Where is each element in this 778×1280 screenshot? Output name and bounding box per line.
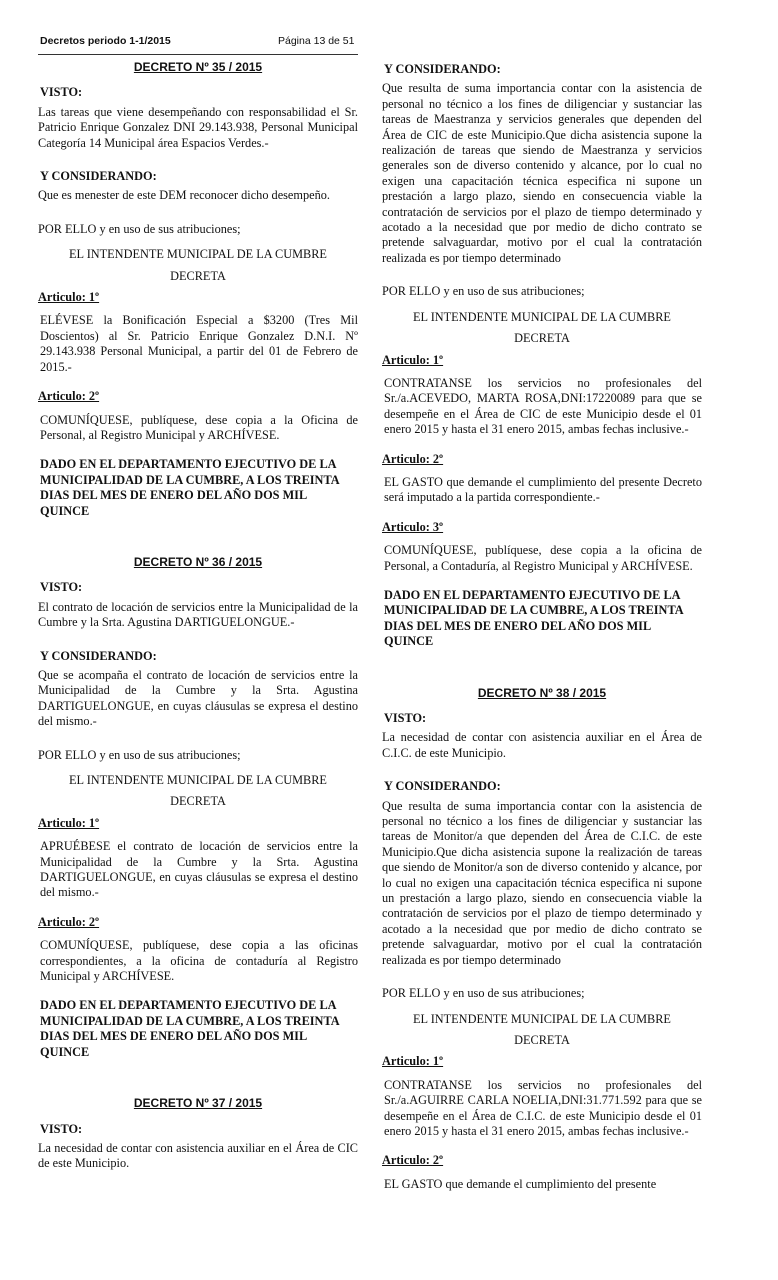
considerando-label: Y CONSIDERANDO: (40, 169, 157, 184)
page-number: Página 13 de 51 (278, 35, 355, 47)
article-2-label: Articulo: 2º (382, 451, 444, 466)
article-1-text: APRUÉBESE el contrato de locación de servicios entre la Municipalidad de la Cumbre y la Srta. Agustina DARTIGUELONGUE, en cuyas cláusulas se expresa el destino del mismo.- (40, 839, 358, 900)
por-ello-text: POR ELLO y en uso de sus atribuciones; (382, 284, 585, 299)
right-column (382, 62, 702, 1206)
decreta-heading: DECRETA (170, 268, 226, 283)
visto-label: VISTO: (40, 1121, 83, 1136)
por-ello-text: POR ELLO y en uso de sus atribuciones; (38, 221, 241, 236)
decreta-heading: DECRETA (514, 1032, 570, 1047)
considerando-text: Que es menester de este DEM reconocer dicho desempeño. (38, 188, 330, 203)
article-2-text: COMUNÍQUESE, publíquese, dese copia a la Oficina de Personal, al Registro Municipal y ARCHÍVESE. (40, 412, 358, 442)
decree-35-title: DECRETO Nº 35 / 2015 (133, 60, 263, 74)
considerando-label: Y CONSIDERANDO: (40, 648, 157, 663)
article-1-text: CONTRATANSE los servicios no profesionales del Sr./a.ACEVEDO, MARTA ROSA,DNI:17220089 para que se desempeñe en el Área de CIC de este Municipio desde el 01 enero 2015 y hasta el 31 enero 2015, ambas fechas inclusive.- (384, 375, 702, 437)
article-3-label: Articulo: 3º (382, 519, 444, 534)
decree-37-title: DECRETO Nº 37 / 2015 (133, 1096, 263, 1111)
visto-label: VISTO: (384, 711, 427, 725)
dado-closing: DADO EN EL DEPARTAMENTO EJECUTIVO DE LA MUNICIPALIDAD DE LA CUMBRE, A LOS TREINTA DIAS DEL MES DE ENERO DEL AÑO DOS MIL QUINCE (40, 998, 339, 1059)
visto-text: El contrato de locación de servicios entre la Municipalidad de la Cumbre y la Srta. Agustina DARTIGUELONGUE.- (38, 599, 358, 630)
visto-text: Las tareas que viene desempeñando con responsabilidad el Sr. Patricio Enrique Gonzalez DNI 29.143.938, Personal Municipal Categoría 14 Municipal área Espacios Verdes.- (38, 104, 358, 150)
article-2-text: COMUNÍQUESE, publíquese, dese copia a las oficinas correspondientes, a la oficina de contaduría al Registro Municipal y ARCHÍVESE. (40, 938, 358, 984)
visto-text: La necesidad de contar con asistencia auxiliar en el Área de C.I.C. de este Municipio. (382, 730, 702, 760)
decree-38-title: DECRETO Nº 38 / 2015 (477, 685, 607, 700)
article-3-text: COMUNÍQUESE, publíquese, dese copia a la oficina de Personal, a Contaduría, al Registro Municipal y ARCHÍVESE. (384, 543, 702, 573)
document-header-title: Decretos periodo 1-1/2015 (40, 35, 171, 47)
intendente-heading: EL INTENDENTE MUNICIPAL DE LA CUMBRE (69, 773, 327, 787)
considerando-label: Y CONSIDERANDO: (384, 779, 501, 794)
article-1-label: Articulo: 1º (38, 815, 100, 830)
considerando-text: Que se acompaña el contrato de locación de servicios entre la Municipalidad de la Cumbre y la Srta. Agustina DARTIGUELONGUE, en cuyas cláusulas se expresa el destino del mismo.- (38, 667, 358, 729)
intendente-heading: EL INTENDENTE MUNICIPAL DE LA CUMBRE (69, 247, 327, 262)
article-1-text: ELÉVESE la Bonificación Especial a $3200 (Tres Mil Doscientos) al Sr. Patricio Enrique Gonzalez D.N.I. Nº 29.143.938 Personal Municipal, a partir del 01 de Febrero de 2015.- (40, 313, 358, 374)
visto-text: La necesidad de contar con asistencia auxiliar en el Área de CIC de este Municipio. (38, 1140, 358, 1171)
por-ello-text: POR ELLO y en uso de sus atribuciones; (382, 986, 585, 1001)
header-divider (38, 54, 358, 55)
considerando-text: Que resulta de suma importancia contar con la asistencia de personal no técnico a los fines de diligenciar y sustanciar las tareas de Monitor/a que dependen del Área de C.I.C. de este Municipio.Que dicha asistencia supone la realización de tareas que siendo de Monitor/a son de diverso contenido y alcance, por lo cual no exigen una capacitación técnica especifica ni supone un prestación a largo plazo, siendo en consecuencia viable la contratación de servicios por el plazo de tiempo determinado y acotado a la necesidad que por medio de dicho contrato se pretende salvaguardar, motivo por el cual la contratación realizada es por tiempo determinado (382, 798, 702, 967)
article-1-label: Articulo: 1º (38, 290, 100, 305)
article-2-label: Articulo: 2º (38, 914, 100, 929)
considerando-text: Que resulta de suma importancia contar con la asistencia de personal no técnico a los fines de diligenciar y sustanciar las tareas de Maestranza y servicios generales que dependen del Área de CIC de este Municipio.Que dicha asistencia supone la realización de tareas que siendo de Maestranza y servicios generales son de diverso contenido y alcance, por lo cual no exigen una capacitación técnica especifica ni supone un prestación a largo plazo, siendo en consecuencia viable la contratación de servicios por el plazo de tiempo determinado y acotado a la necesidad que por medio de dicho contrato se pretende salvaguardar, motivo por el cual la contratación realizada es por tiempo determinado (382, 81, 702, 265)
intendente-heading: EL INTENDENTE MUNICIPAL DE LA CUMBRE (413, 309, 671, 324)
dado-closing: DADO EN EL DEPARTAMENTO EJECUTIVO DE LA MUNICIPALIDAD DE LA CUMBRE, A LOS TREINTA DIAS DEL MES DE ENERO DEL AÑO DOS MIL QUINCE (384, 587, 683, 649)
article-2-text: EL GASTO que demande el cumplimiento del presente (384, 1176, 657, 1191)
visto-label: VISTO: (40, 580, 83, 595)
left-column (38, 60, 358, 1190)
article-1-label: Articulo: 1º (382, 1054, 444, 1069)
decreta-heading: DECRETA (514, 331, 570, 346)
considerando-label: Y CONSIDERANDO: (384, 62, 501, 76)
article-2-text: EL GASTO que demande el cumplimiento del presente Decreto será imputado a la partida correspondiente.- (384, 474, 702, 505)
por-ello-text: POR ELLO y en uso de sus atribuciones; (38, 747, 241, 762)
visto-label: VISTO: (40, 85, 83, 100)
article-2-label: Articulo: 2º (38, 389, 100, 404)
article-1-text: CONTRATANSE los servicios no profesionales del Sr./a.AGUIRRE CARLA NOELIA,DNI:31.771.592 para que se desempeñe en el Área de C.I.C. de este Municipio desde el 01 enero 2015 y hasta el 31 enero 2015, ambas fechas inclusive.- (384, 1077, 702, 1138)
article-2-label: Articulo: 2º (382, 1153, 444, 1168)
intendente-heading: EL INTENDENTE MUNICIPAL DE LA CUMBRE (413, 1011, 671, 1026)
article-1-label: Articulo: 1º (382, 352, 444, 367)
decree-36-title: DECRETO Nº 36 / 2015 (133, 554, 263, 569)
dado-closing: DADO EN EL DEPARTAMENTO EJECUTIVO DE LA MUNICIPALIDAD DE LA CUMBRE, A LOS TREINTA DIAS DEL MES DE ENERO DEL AÑO DOS MIL QUINCE (40, 457, 339, 518)
decreta-heading: DECRETA (170, 794, 226, 809)
